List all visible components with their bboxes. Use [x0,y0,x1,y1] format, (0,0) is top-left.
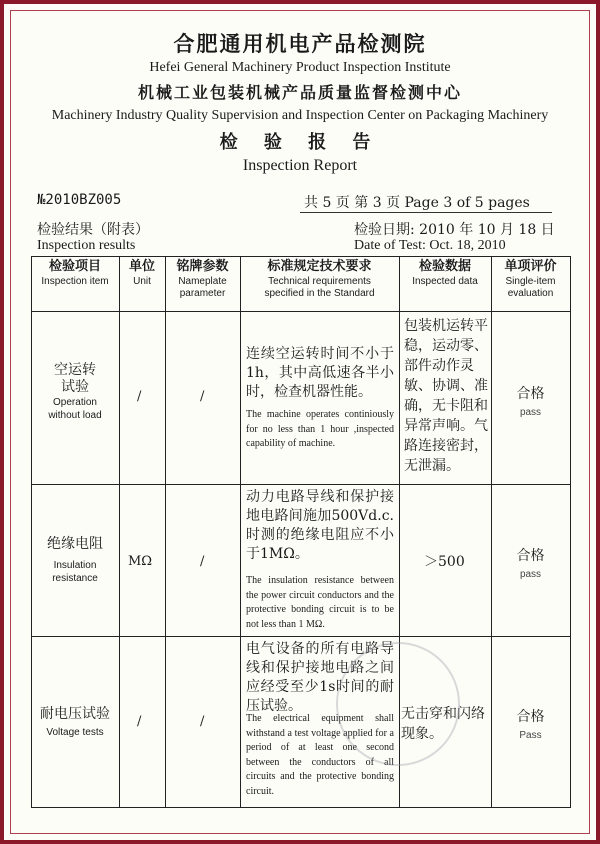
row2-item: 绝缘电阻 Insulation resistance [47,536,103,584]
results-label-en: Inspection results [37,238,136,253]
institute-name-en: Hefei General Machinery Product Inspection Institute [149,60,451,75]
table-line [119,256,120,808]
row1-data: 包装机运转平稳，运动零、部件动作灵敏、协调、准确，无卡阻和异常声响。气路连接密封，无泄漏。 [404,318,488,474]
header-inspected-data: 检验数据 Inspected data [412,259,478,287]
row2-req-en: The insulation resistance between the power circuit conductors and the protective bonding circuit is to be not less than 1 MΩ. [246,575,394,630]
table-line [31,484,571,485]
row3-item: 耐电压试验 Voltage tests [40,706,110,738]
row2-nameplate: / [200,554,205,569]
test-date-zh: 检验日期: 2010 年 10 月 18 日 [354,222,555,238]
page-info: 共 5 页 第 3 页 Page 3 of 5 pages [304,195,530,211]
row3-req-zh: 电气设备的所有电路导线和保护接地电路之间应经受至少1s时间的耐压试验。 [246,641,394,714]
row1-item: 空运转试验 Operation without load [48,362,102,421]
faded-seal-stamp [336,642,460,766]
table-line [31,636,571,637]
header-unit: 单位 Unit [128,259,155,287]
row3-req-en: The electrical equipment shall withstand a test voltage applied for a period of at least one second between the conductors of all circuits and the protective bonding circuit. [246,713,394,797]
row1-req-zh: 连续空运转时间不小于1h，其中高低速各半小时，检查机器性能。 [246,346,394,400]
table-line [31,256,571,257]
row1-evaluation: 合格 pass [516,386,545,418]
row3-nameplate: / [200,714,205,729]
row2-data: ＞500 [424,554,465,570]
table-line [31,807,571,808]
table-line [165,256,166,808]
header-inspection-item: 检验项目 Inspection item [41,259,109,287]
row3-data: 无击穿和闪络现象。 [401,706,485,742]
row3-evaluation: 合格 Pass [516,709,545,741]
report-title-zh: 检 验 报 告 [219,132,381,153]
table-line [570,256,571,808]
header-requirements: 标准规定技术要求 Technical requirements specified in the Standard [264,259,375,299]
institute-name-zh: 合肥通用机电产品检测院 [173,31,427,56]
row3-unit: / [137,714,142,729]
row2-req-zh: 动力电路导线和保护接地电路间施加500Vd.c.时测的绝缘电阻应不小于1MΩ。 [246,489,394,562]
row1-nameplate: / [200,389,205,404]
results-label-zh: 检验结果（附表） [37,222,149,238]
header-evaluation: 单项评价 Single-item evaluation [504,259,557,299]
center-name-zh: 机械工业包装机械产品质量监督检测中心 [137,83,462,102]
header-nameplate: 铭牌参数 Nameplate parameter [176,259,229,299]
table-line [240,256,241,808]
center-name-en: Machinery Industry Quality Supervision and Inspection Center on Packaging Machinery [51,108,549,123]
row1-unit: / [137,389,142,404]
page-info-underline [300,212,552,213]
test-date-en: Date of Test: Oct. 18, 2010 [354,238,506,253]
report-number: №2010BZ005 [37,192,122,208]
report-title-en: Inspection Report [242,157,358,174]
row1-req-en: The machine operates continiously for no less than 1 hour ,inspected capability of machine. [246,409,394,449]
row2-unit: MΩ [128,554,153,569]
row2-evaluation: 合格 pass [516,548,545,580]
